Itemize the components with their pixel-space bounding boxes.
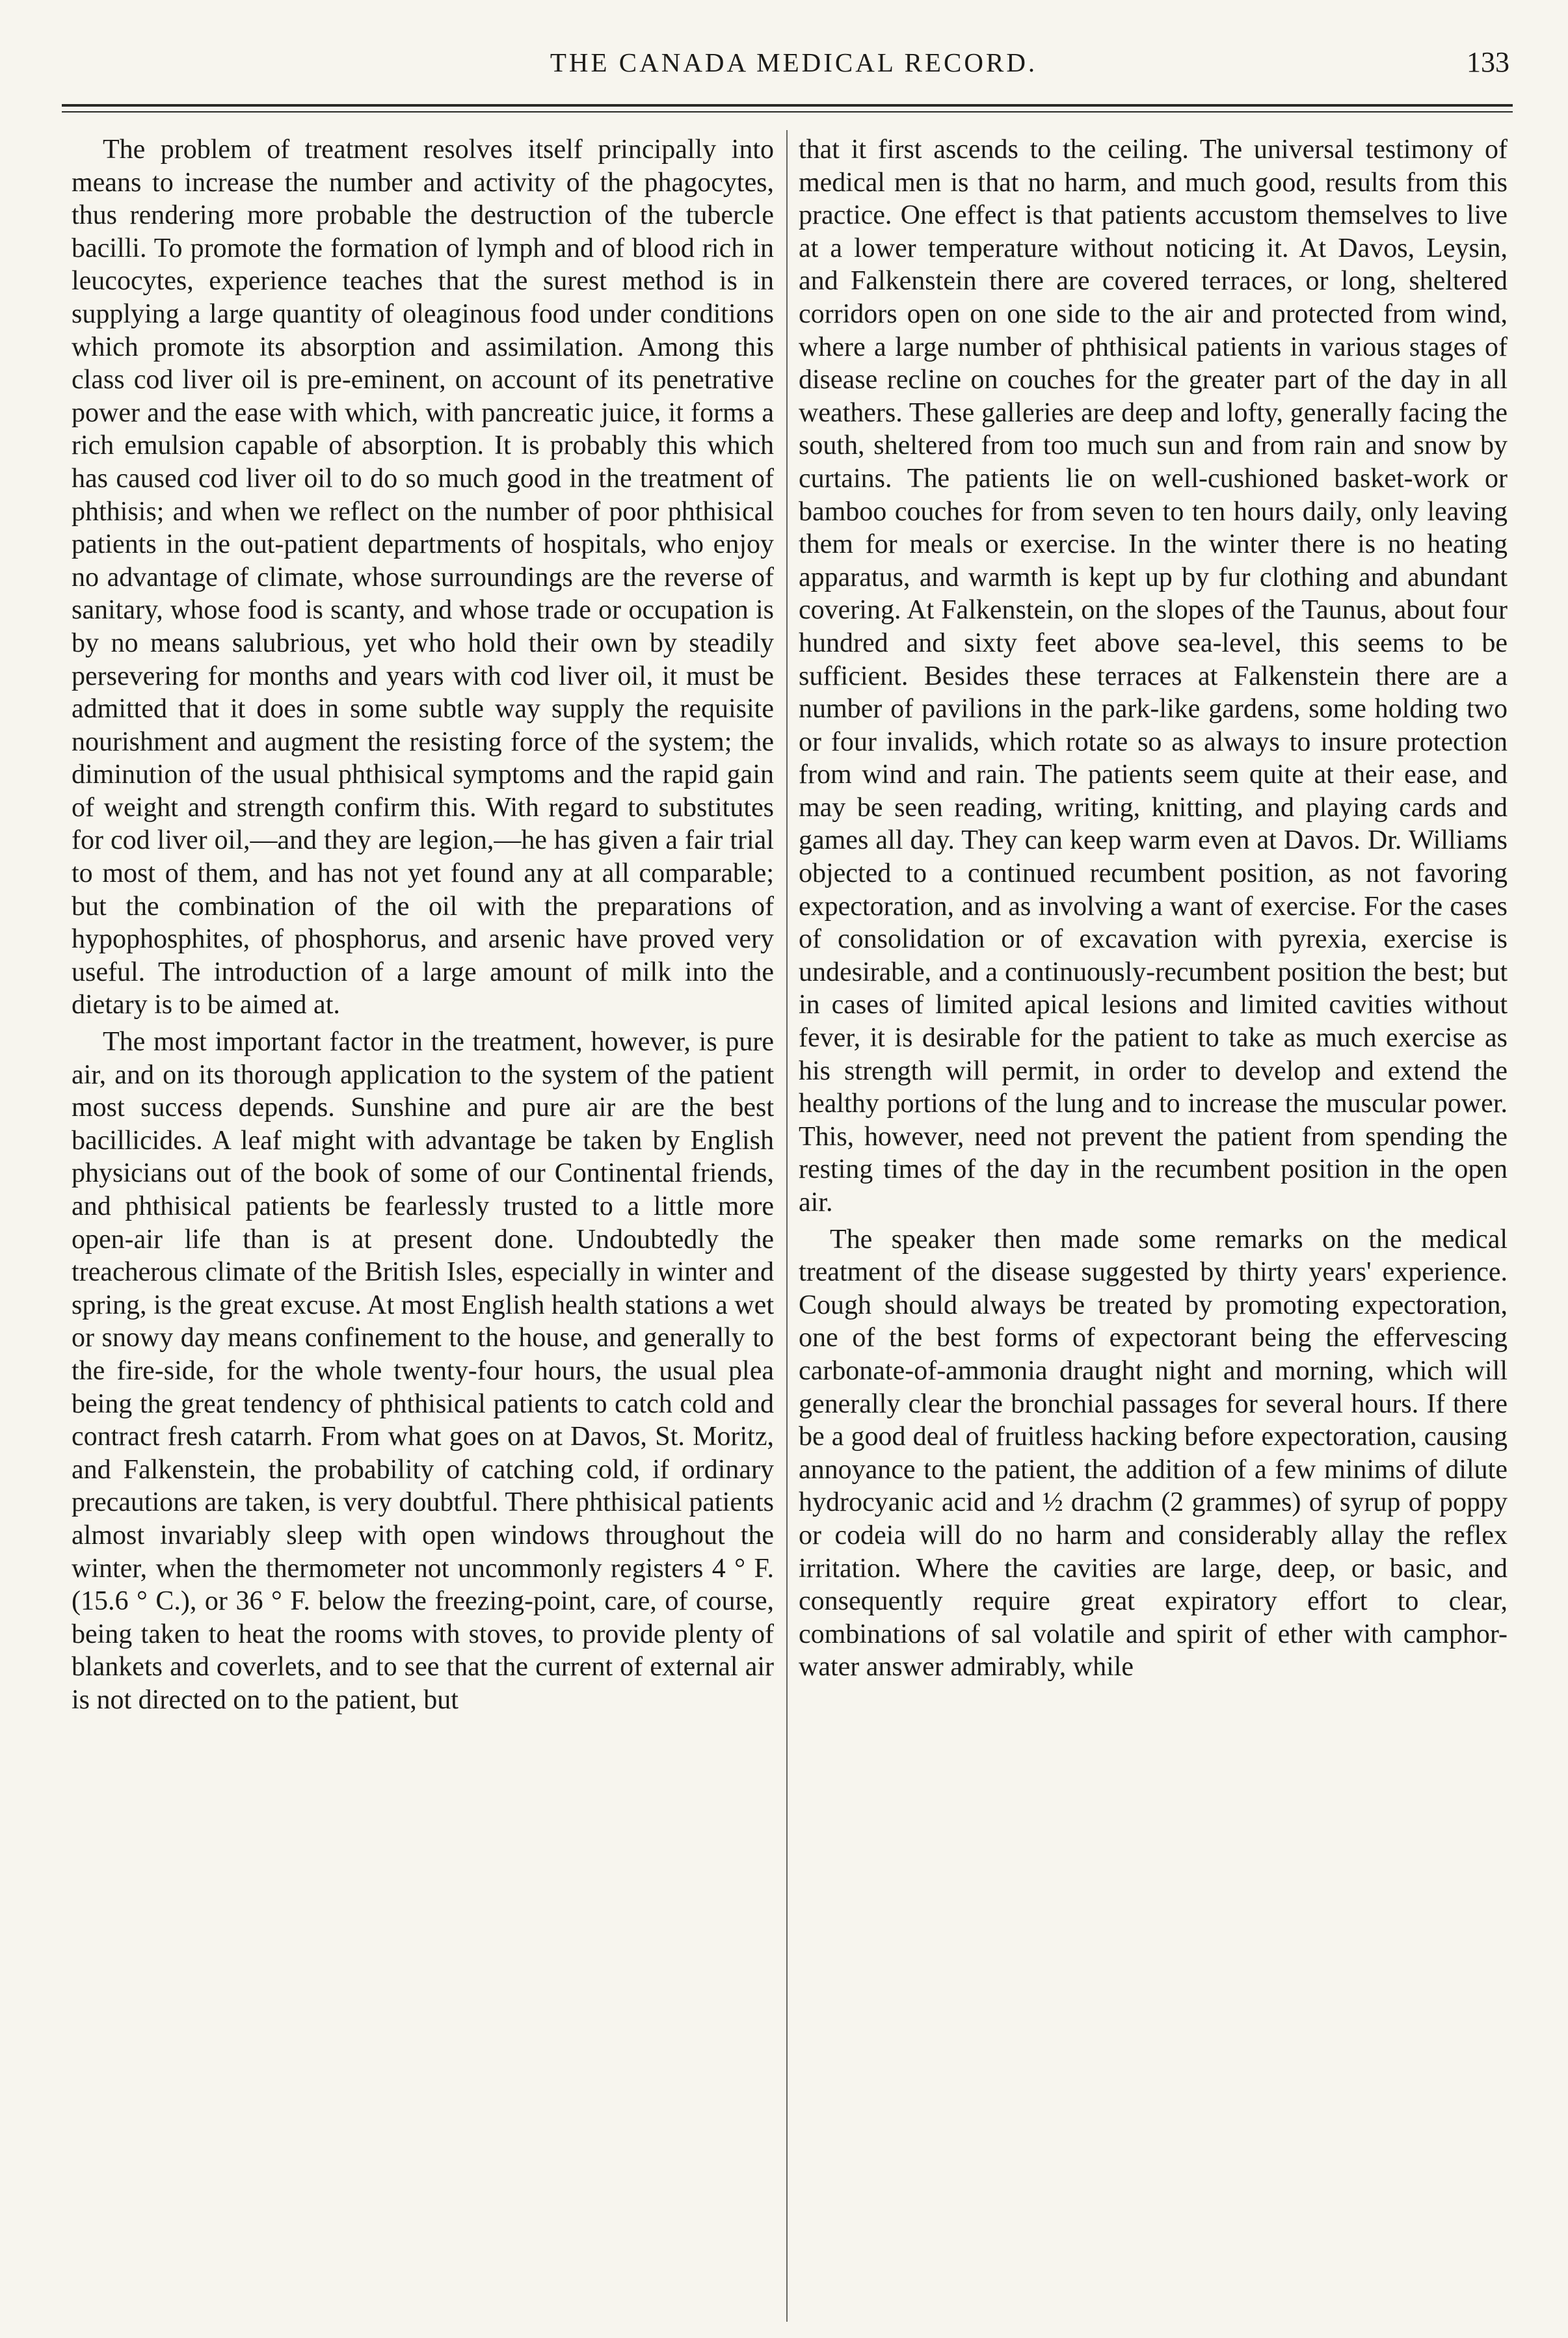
- running-head: [78, 43, 1509, 82]
- page-number: 133: [1467, 46, 1509, 78]
- paragraph-treatment-problem: The problem of treatment resolves itself principally into means to increase the number and activity of the phagocytes, thus rendering more probable the destruction of the tubercle bacilli. To promote the formation of lymph and of blood rich in leucocytes, experience teaches that the surest method is in supplying a large quantity of oleaginous food under conditions which promote its absorption and assimilation. Among this class cod liver oil is pre-eminent, on account of its penetrative power and the ease with which, with pancreatic juice, it forms a rich emulsion capable of absorption. It is probably this which has caused cod liver oil to do so much good in the treatment of phthisis; and when we reflect on the number of poor phthisical patients in the out-patient departments of hospitals, who enjoy no advantage of climate, whose surroundings are the reverse of sanitary, whose food is scanty, and whose trade or occupation is by no means salubrious, yet who hold their own by steadily persevering for months and years with cod liver oil, it must be admitted that it does in some subtle way supply the requisite nourishment and augment the resisting force of the system; the diminution of the usual phthisical symptoms and the rapid gain of weight and strength confirm this. With regard to substitutes for cod liver oil,—and they are legion,—he has given a fair trial to most of them, and has not yet found any at all comparable; but the combination of the oil with the preparations of hypophosphites, of phosphorus, and arsenic have proved very useful. The introduction of a large amount of milk into the dietary is to be aimed at.: [72, 135, 774, 1020]
- paragraph-pure-air: The most important factor in the treatment, however, is pure air, and on its thorough application to the system of the patient most success depends. Sunshine and pure air are the best bacillicides. A leaf might with advantage be taken by English physicians out of the book of some of our Continental friends, and phthisical patients be fearlessly trusted to a little more open-air life than is at present done. Undoubtedly the treacherous climate of the British Isles, especially in winter and spring, is the great excuse. At most English health stations a wet or snowy day means confinement to the house, and generally to the fire-side, for the whole twenty-four hours, the usual plea being the great tendency of phthisical patients to catch cold and contract fresh catarrh. From what goes on at Davos, St. Moritz, and Falkenstein, the probability of catching cold, if ordinary precautions are taken, is very doubtful. There phthisical patients almost invariably sleep with open windows throughout the winter, when the thermometer not uncommonly registers 4 ° F. (15.6 ° C.), or 36 ° F. below the freezing-point, care, of course, being taken to heat the rooms with stoves, to provide plenty of blankets and coverlets, and to see that the current of external air is not directed on to the patient, but: [72, 1027, 774, 1715]
- paragraph-medical-treatment: The speaker then made some remarks on the medical treatment of the disease suggested by thirty years' experience. Cough should always be treated by promoting expectoration, one of the best forms of expectorant being the effervescing carbonate-of-ammonia draught night and morning, which will generally clear the bronchial passages for several hours. If there be a good deal of fruitless hacking before expectoration, causing annoyance to the patient, the addition of a few minims of dilute hydrocyanic acid and ½ drachm (2 grammes) of syrup of poppy or codeia will do no harm and considerably allay the reflex irritation. Where the cavities are large, deep, or basic, and consequently require great expiratory effort to clear, combinations of sal volatile and spirit of ether with camphor-water answer admirably, while: [799, 1224, 1508, 1682]
- left-column: [72, 133, 774, 2318]
- right-column: [799, 133, 1508, 2318]
- paragraph-continued: that it first ascends to the ceiling. The universal testimony of medical men is that no harm, and much good, results from this practice. One effect is that patients accustom themselves to live at a lower temperature without noticing it. At Davos, Leysin, and Falkenstein there are covered terraces, or long, sheltered corridors open on one side to the air and protected from wind, where a large number of phthisical patients in various stages of disease recline on couches for the greater part of the day in all weathers. These galleries are deep and lofty, generally facing the south, sheltered from too much sun and from rain and snow by curtains. The patients lie on well-cushioned basket-work or bamboo couches for from seven to ten hours daily, only leaving them for meals or exercise. In the winter there is no heating apparatus, and warmth is kept up by fur clothing and abundant covering. At Falkenstein, on the slopes of the Taunus, about four hundred and sixty feet above sea-level, this seems to be sufficient. Besides these terraces at Falkenstein there are a number of pavilions in the park-like gardens, some holding two or four invalids, which rotate so as always to insure protection from wind and rain. The patients seem quite at their ease, and may be seen reading, writing, knitting, and playing cards and games all day. They can keep warm even at Davos. Dr. Williams objected to a continued recumbent position, as not favoring expectoration, and as involving a want of exercise. For the cases of consolidation or of excavation with pyrexia, exercise is undesirable, and a continuously-recumbent position the best; but in cases of limited apical lesions and limited cavities without fever, it is desirable for the patient to take as much exercise as his strength will permit, in order to develop and extend the healthy portions of the lung and to increase the muscular power. This, however, need not prevent the patient from spending the resting times of the day in the recumbent position in the open air.: [799, 135, 1508, 1217]
- journal-title: THE CANADA MEDICAL RECORD.: [550, 47, 1038, 77]
- header-rule-thin: [62, 111, 1513, 113]
- column-divider: [786, 130, 788, 2322]
- header-rule-thick: [62, 104, 1513, 107]
